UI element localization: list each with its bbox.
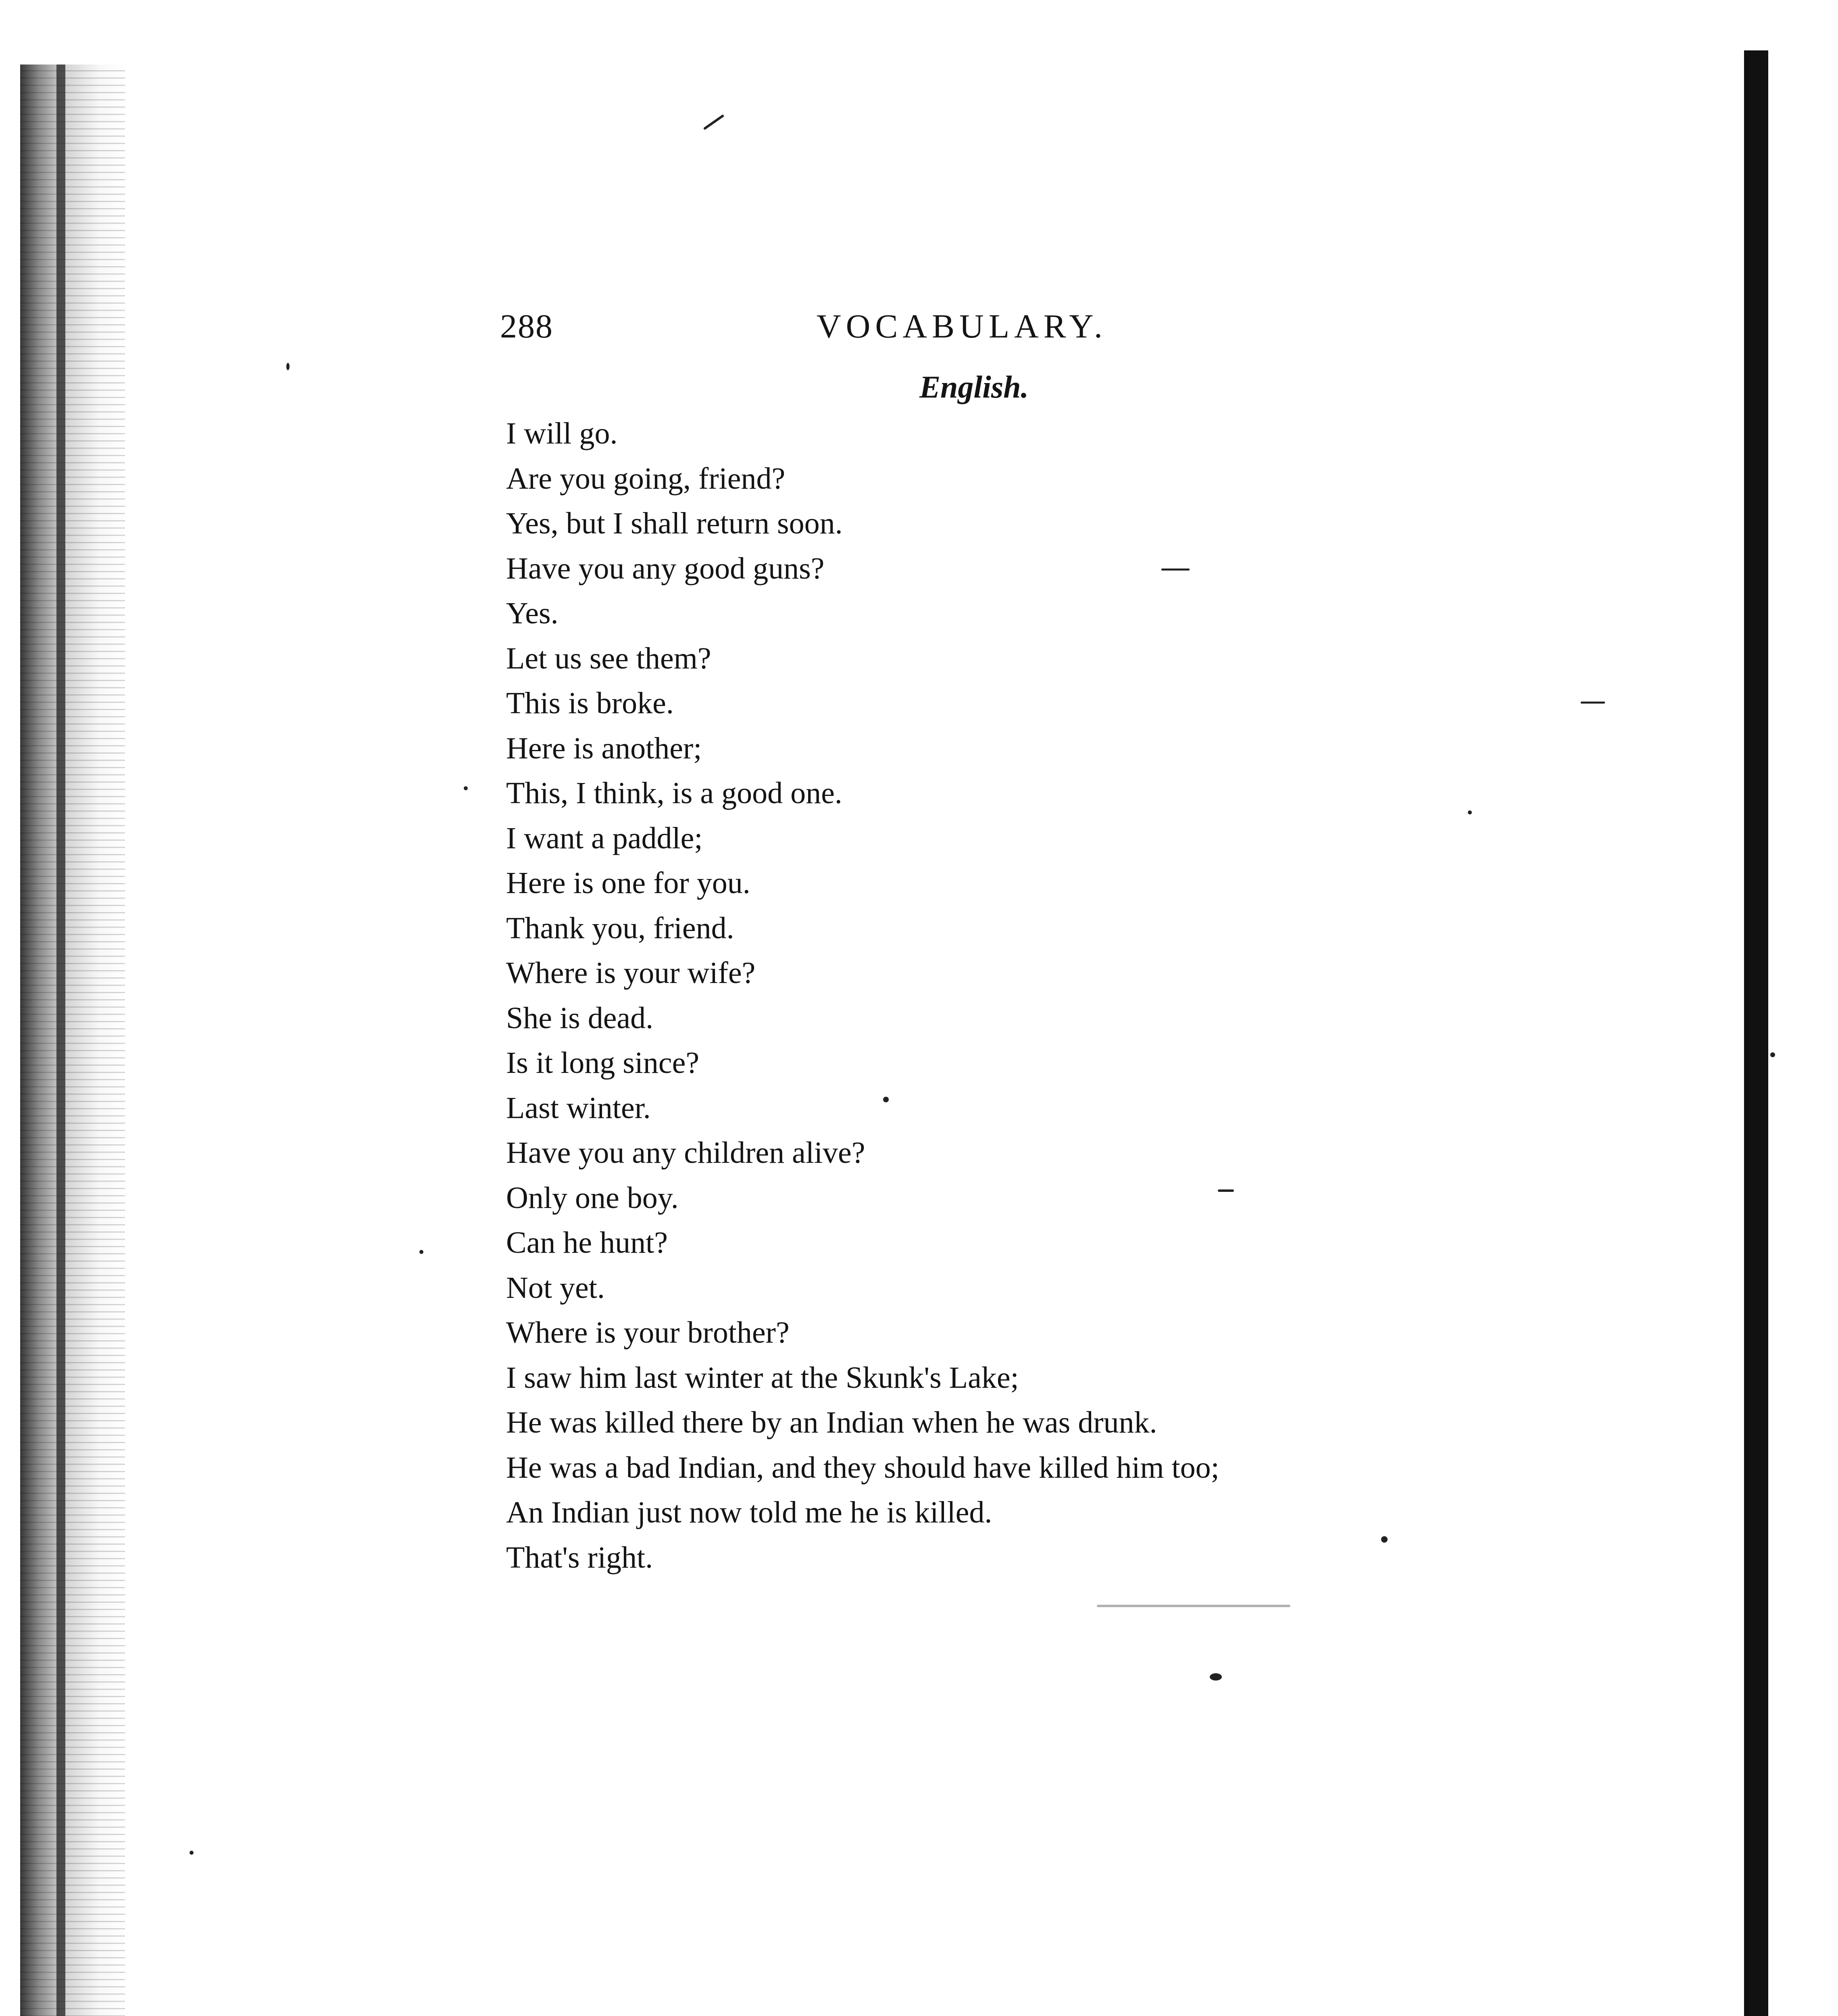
phrase-line: Last winter.	[506, 1091, 651, 1125]
phrase-line: Yes.	[506, 596, 558, 630]
phrase-line: I saw him last winter at the Skunk's Lake;	[506, 1360, 1019, 1395]
phrase-line: Have you any good guns?	[506, 551, 825, 585]
scan-speck	[286, 363, 290, 370]
scan-speck	[1468, 810, 1472, 814]
scan-speck	[1581, 702, 1605, 704]
phrase-line: This is broke.	[506, 686, 674, 720]
phrase-line: She is dead.	[506, 1001, 654, 1035]
phrase-line: I want a paddle;	[506, 821, 703, 855]
binding-edge	[20, 65, 125, 2016]
phrase-line: Where is your brother?	[506, 1316, 790, 1350]
phrase-line: He was killed there by an Indian when he was drunk.	[506, 1406, 1157, 1439]
phrase-line: An Indian just now told me he is killed.	[506, 1495, 992, 1529]
phrase-line: Are you going, friend?	[506, 461, 786, 496]
binding-line	[56, 65, 65, 2016]
page-number: 288	[500, 308, 553, 345]
phrase-line: He was a bad Indian, and they should have killed him too;	[506, 1450, 1219, 1485]
scan-speck	[419, 1250, 423, 1254]
scan-speck	[703, 114, 725, 130]
phrase-line: Where is your wife?	[506, 956, 756, 990]
scan-speck	[883, 1097, 889, 1102]
phrase-line: That's right.	[506, 1540, 653, 1574]
phrase-line: Is it long since?	[506, 1046, 700, 1080]
phrase-line: Have you any children alive?	[506, 1136, 865, 1170]
phrase-line: Thank you, friend.	[506, 911, 734, 945]
scan-speck	[1210, 1673, 1222, 1681]
phrase-line: Only one boy.	[506, 1181, 679, 1215]
scan-speck	[1770, 1052, 1775, 1057]
phrase-list	[506, 411, 1219, 1580]
right-border-bar	[1744, 50, 1768, 2016]
scan-speck	[190, 1851, 194, 1855]
scan-speck	[1161, 569, 1190, 571]
phrase-line: Not yet.	[506, 1270, 605, 1305]
column-label: English.	[919, 369, 1029, 404]
phrase-line: I will go.	[506, 417, 618, 450]
phrase-line: Yes, but I shall return soon.	[506, 506, 843, 540]
scan-speck	[1097, 1605, 1290, 1607]
scan-speck	[464, 786, 468, 790]
phrase-line: Can he hunt?	[506, 1226, 668, 1260]
phrase-line: Let us see them?	[506, 641, 711, 675]
phrase-line: This, I think, is a good one.	[506, 776, 842, 810]
phrase-line: Here is one for you.	[506, 866, 750, 900]
scan-speck	[1218, 1189, 1234, 1192]
scan-speck	[1381, 1536, 1388, 1543]
page-header	[500, 298, 1129, 355]
phrase-line: Here is another;	[506, 731, 702, 765]
running-title: VOCABULARY.	[817, 308, 1107, 345]
